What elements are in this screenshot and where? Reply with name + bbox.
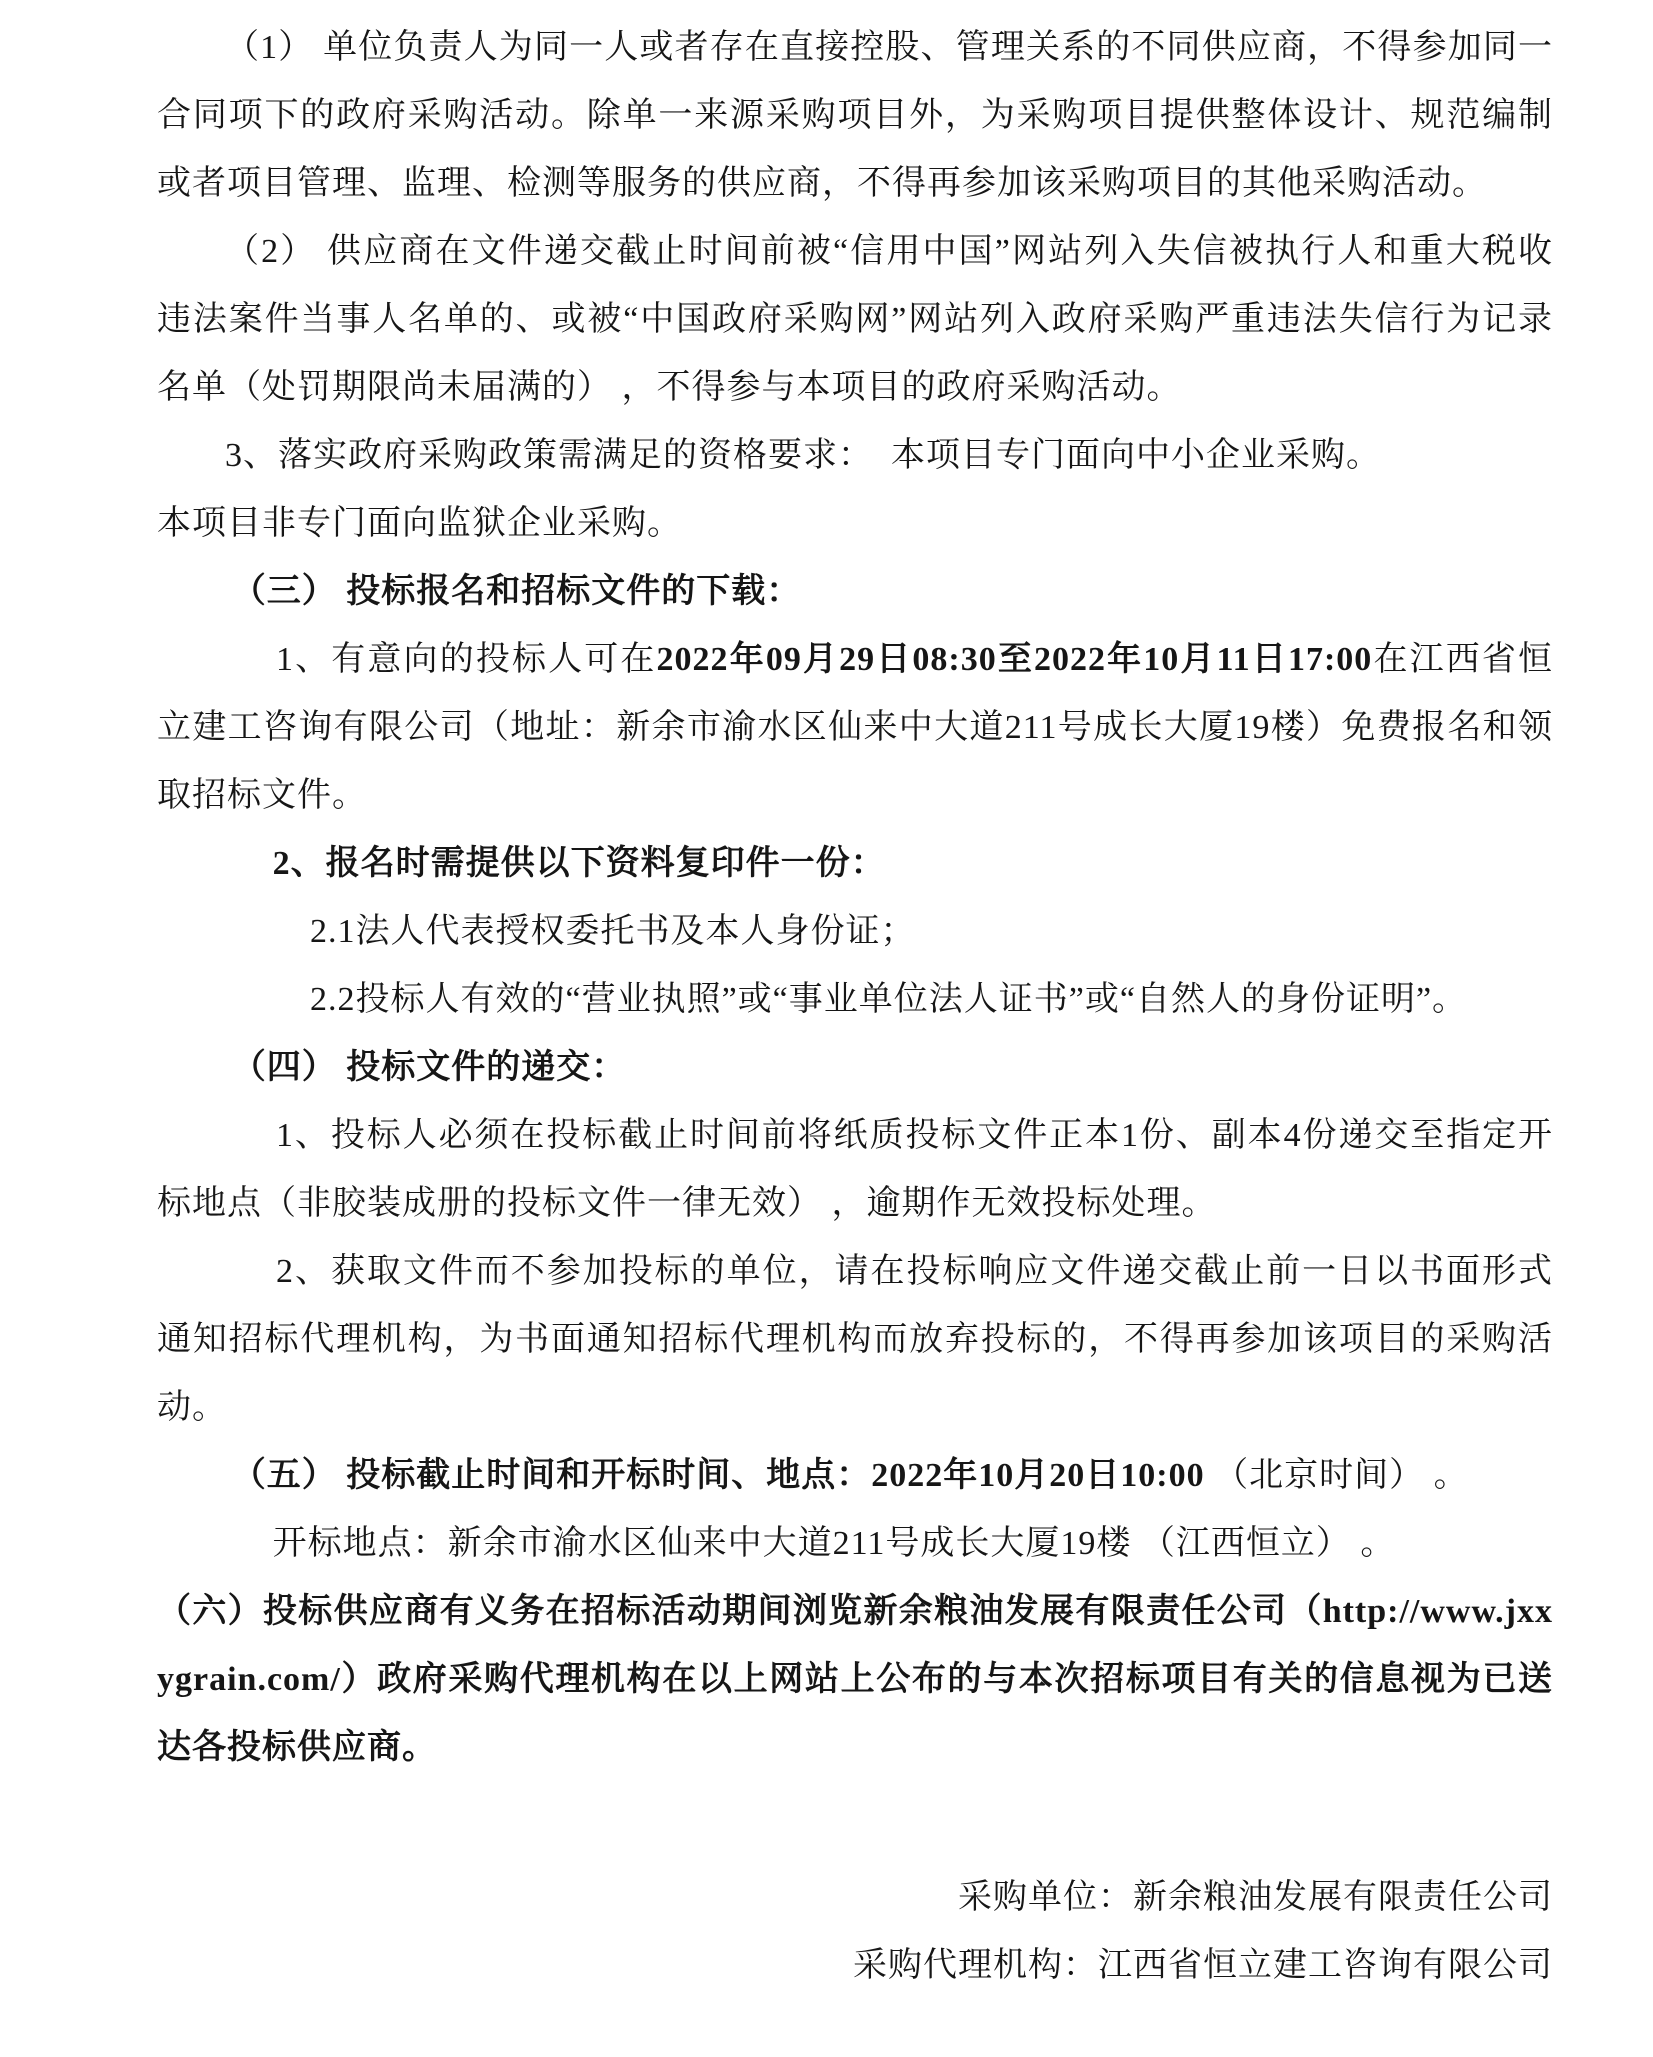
registration-paragraph	[157, 626, 1553, 830]
section-5-heading-paragraph	[157, 1442, 1553, 1510]
clause-2-paragraph: （2） 供应商在文件递交截止时间前被“信用中国”网站列入失信被执行人和重大税收 违法案件当事人名单的、或被“中国政府采购网”网站列入政府采购严重违法失信行为记录 名单（处罚期限尚未届满的） ，不得参与本项目的政府采购活动。	[157, 233, 1553, 406]
section-4-heading: （四） 投标文件的递交：	[231, 1049, 627, 1086]
section-5-heading: （五） 投标截止时间和开标时间、地点：2022年10月20日10:00	[231, 1457, 1205, 1494]
materials-heading: 2、报名时需提供以下资料复印件一份：	[272, 845, 886, 882]
agency-line: 采购代理机构：江西省恒立建工咨询有限公司	[853, 1947, 1553, 1984]
signature-block	[157, 1864, 1553, 2000]
materials-item-2: 2.2投标人有效的“营业执照”或“事业单位法人证书”或“自然人的身份证明”。	[310, 981, 1468, 1018]
clause-1-paragraph: （1） 单位负责人为同一人或者存在直接控股、管理关系的不同供应商，不得参加同一合同项下的政府采购活动。除单一来源采购项目外，为采购项目提供整体设计、规范编制或者项目管理、监理、检测等服务的供应商，不得再参加该采购项目的其他采购活动。	[157, 29, 1553, 202]
registration-prefix: 1、有意向的投标人可在	[276, 641, 657, 678]
registration-suffix: 在江西省恒立建工咨询有限公司（地址：新余市渝水区仙来中大道211号成长大厦19楼）免费报名和领取招标文件。	[157, 641, 1553, 814]
section-5-beijing-time-note: （北京时间） 。	[1204, 1457, 1469, 1494]
section-6-paragraph: （六）投标供应商有义务在招标活动期间浏览新余粮油发展有限责任公司（http://www.jxxygrain.com/）政府采购代理机构在以上网站上公布的与本次招标项目有关的信息视为已送达各投标供应商。	[157, 1593, 1553, 1766]
submission-item-1: 1、投标人必须在投标截止时间前将纸质投标文件正本1份、副本4份递交至指定开标地点（非胶装成册的投标文件一律无效） ，逾期作无效投标处理。	[157, 1117, 1553, 1222]
clause-3-sme-statement: 本项目专门面向中小企业采购。	[891, 437, 1381, 474]
opening-location-paragraph: 开标地点：新余市渝水区仙来中大道211号成长大厦19楼 （江西恒立） 。	[272, 1525, 1396, 1562]
section-3-heading: （三） 投标报名和招标文件的下载：	[231, 573, 802, 610]
clause-3-paragraph	[157, 422, 1553, 490]
registration-period: 2022年09月29日08:30至2022年10月11日17:00	[656, 641, 1373, 678]
clause-3-prison-statement: 本项目非专门面向监狱企业采购。	[157, 505, 682, 542]
submission-item-2: 2、获取文件而不参加投标的单位，请在投标响应文件递交截止前一日以书面形式通知招标代理机构，为书面通知招标代理机构而放弃投标的，不得再参加该项目的采购活动。	[157, 1253, 1553, 1426]
clause-3-label: 3、落实政府采购政策需满足的资格要求：	[225, 437, 856, 474]
materials-item-1: 2.1法人代表授权委托书及本人身份证；	[310, 913, 916, 950]
purchaser-line: 采购单位：新余粮油发展有限责任公司	[958, 1879, 1553, 1916]
